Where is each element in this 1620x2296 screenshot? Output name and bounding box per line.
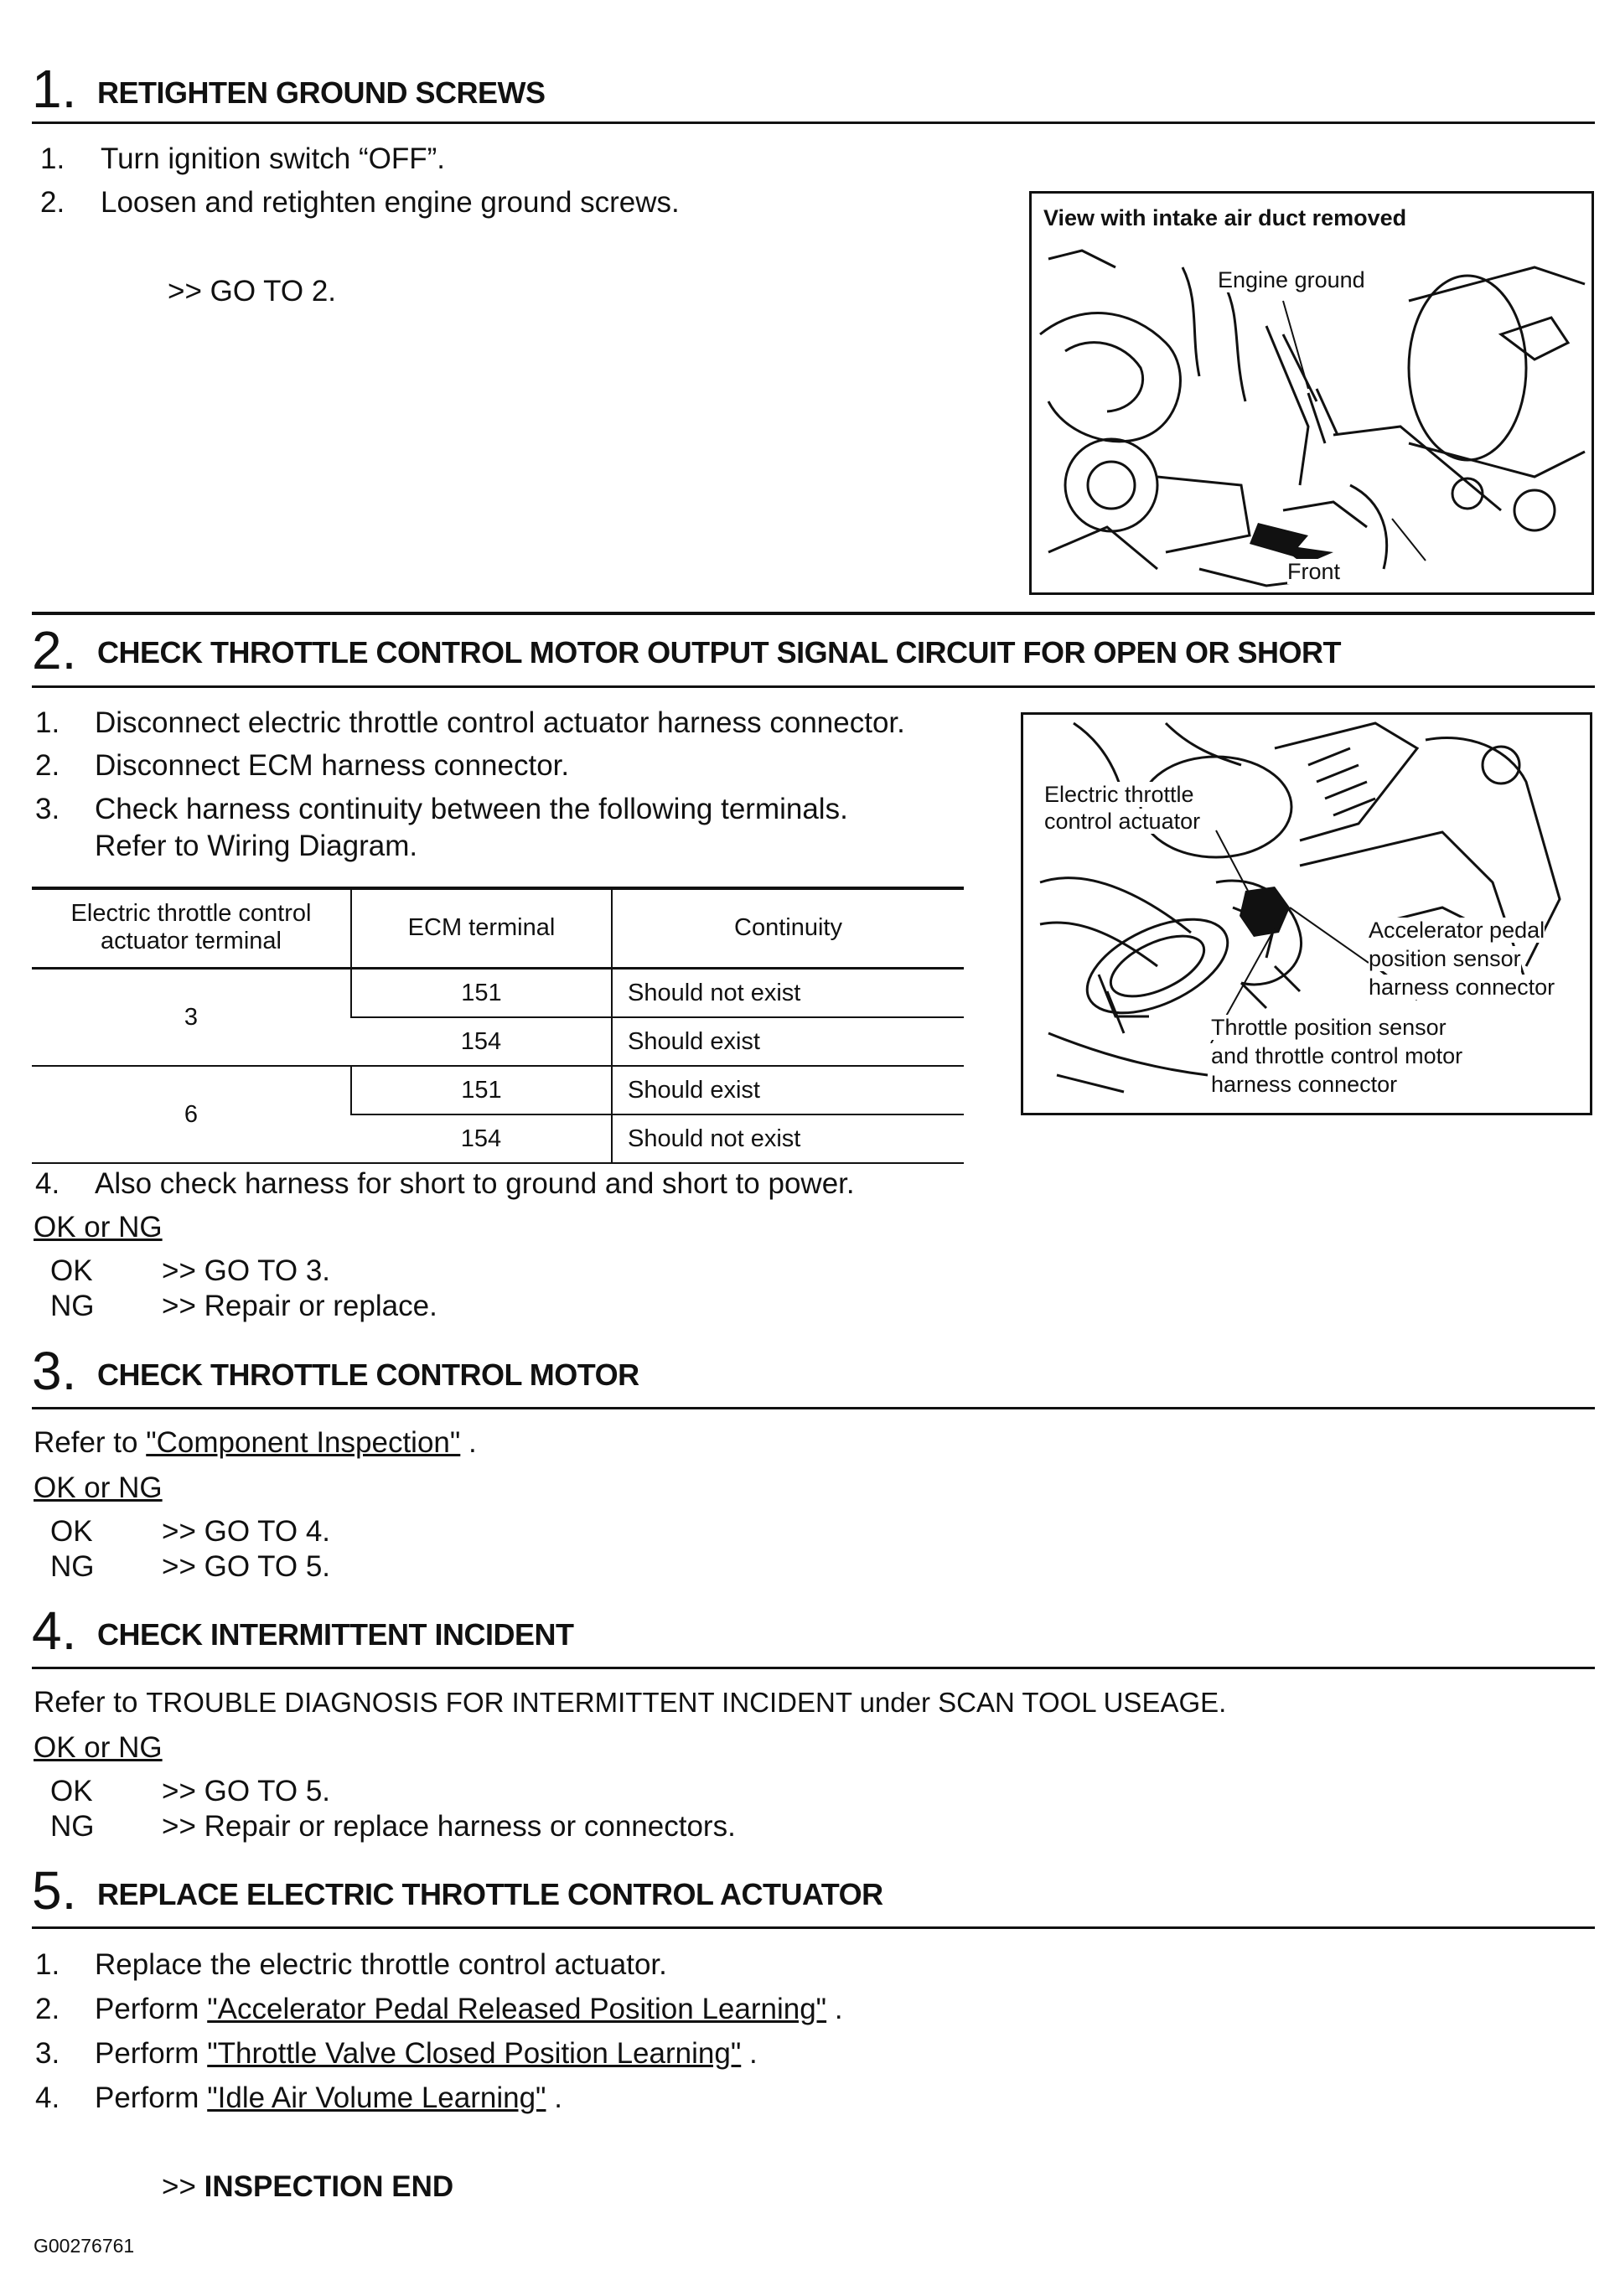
- step-4-ok-action: >> GO TO 5.: [162, 1775, 331, 1807]
- step-3-refer-suffix: .: [468, 1426, 477, 1459]
- accelerator-pedal-learning-link[interactable]: "Accelerator Pedal Released Position Learning": [207, 1993, 827, 2025]
- step-4-title: CHECK INTERMITTENT INCIDENT: [97, 1617, 574, 1652]
- component-inspection-link[interactable]: "Component Inspection": [146, 1426, 461, 1459]
- step-5-item-4: [95, 2081, 562, 2115]
- figure-2-label-actuator-line-1: Electric throttle: [1044, 782, 1194, 807]
- table-cell-continuity: Should exist: [612, 1017, 964, 1066]
- table-row: [32, 1066, 964, 1114]
- step-5-number: 5.: [32, 1860, 77, 1921]
- table-cell-terminal: 6: [32, 1066, 351, 1163]
- step-5-item-4-number: 4.: [35, 2081, 60, 2114]
- figure-1-label-front: Front: [1287, 559, 1341, 584]
- step-2-item-4-number: 4.: [35, 1167, 60, 1200]
- figure-1-caption: View with intake air duct removed: [1043, 205, 1407, 230]
- step-4-ng-label: NG: [50, 1810, 95, 1843]
- step-1-header: [32, 59, 1595, 126]
- step-5-item-3-number: 3.: [35, 2037, 60, 2070]
- table-header-continuity: Continuity: [612, 888, 964, 969]
- step-4-ok-or-ng: OK or NG: [34, 1731, 163, 1764]
- figure-2-label-app-sensor-line-1: Accelerator pedal: [1369, 918, 1545, 943]
- step-1-number: 1.: [32, 59, 77, 119]
- step-5-title: REPLACE ELECTRIC THROTTLE CONTROL ACTUATOR: [97, 1877, 883, 1911]
- step-3-refer: [34, 1426, 477, 1460]
- figure-2-label-tps-line-2: and throttle control motor: [1211, 1043, 1463, 1068]
- step-1-title: RETIGHTEN GROUND SCREWS: [97, 75, 546, 110]
- table-header-ecm-terminal: ECM terminal: [351, 888, 612, 969]
- step-5-item-2-number: 2.: [35, 1993, 60, 2025]
- step-3-rule: [32, 1407, 1595, 1409]
- step-4-refer: [34, 1686, 1226, 1719]
- figure-2-label-app-sensor-line-3: harness connector: [1369, 975, 1555, 1000]
- step-1-item-1-text: Turn ignition switch “OFF”.: [101, 142, 446, 175]
- step-2-top-rule: [32, 612, 1595, 615]
- table-cell-terminal: 3: [32, 969, 351, 1067]
- continuity-table: [32, 888, 964, 1164]
- step-2-title: CHECK THROTTLE CONTROL MOTOR OUTPUT SIGNAL CIRCUIT FOR OPEN OR SHORT: [97, 635, 1341, 670]
- step-3-ok-action: >> GO TO 4.: [162, 1515, 331, 1548]
- table-row: [32, 969, 964, 1018]
- step-2-rule: [32, 685, 1595, 688]
- figure-engine-ground: [1029, 191, 1594, 595]
- step-5-end-prefix: >>: [162, 2170, 196, 2203]
- step-5-rule: [32, 1926, 1595, 1929]
- document-id: G00276761: [34, 2235, 135, 2257]
- step-5-item-4-suffix: .: [554, 2081, 562, 2114]
- figure-throttle-actuator: [1021, 712, 1592, 1115]
- step-5-end: [162, 2170, 453, 2204]
- table-cell-ecm: 154: [351, 1114, 612, 1163]
- figure-2-label-app-sensor-line-2: position sensor: [1369, 946, 1521, 971]
- step-4-refer-prefix: Refer to: [34, 1686, 138, 1719]
- step-2-ok-label: OK: [50, 1254, 93, 1287]
- step-3-header: [32, 1342, 1595, 1409]
- step-5-item-3-suffix: .: [748, 2037, 758, 2070]
- step-3-number: 3.: [32, 1341, 77, 1401]
- step-2-number: 2.: [32, 620, 77, 680]
- step-4-rule: [32, 1667, 1595, 1669]
- table-header-row: [32, 888, 964, 969]
- table-cell-ecm: 151: [351, 969, 612, 1018]
- step-5-item-1-number: 1.: [35, 1948, 60, 1981]
- step-2-item-3-subtext: Refer to Wiring Diagram.: [95, 830, 418, 862]
- step-2-ok-action: >> GO TO 3.: [162, 1254, 331, 1287]
- step-3-refer-prefix: Refer to: [34, 1426, 138, 1459]
- step-3-title: CHECK THROTTLE CONTROL MOTOR: [97, 1357, 639, 1392]
- step-2-header: [32, 622, 1595, 684]
- table-cell-continuity: Should exist: [612, 1066, 964, 1114]
- table-cell-continuity: Should not exist: [612, 1114, 964, 1163]
- step-1-goto: >> GO TO 2.: [168, 275, 337, 308]
- step-5-item-3: [95, 2037, 758, 2071]
- throttle-valve-learning-link[interactable]: "Throttle Valve Closed Position Learning": [207, 2037, 742, 2070]
- step-5-item-2-suffix: .: [834, 1993, 843, 2025]
- step-2-item-2-text: Disconnect ECM harness connector.: [95, 749, 570, 782]
- step-4-ng-action: >> Repair or replace harness or connectors.: [162, 1810, 736, 1843]
- step-2-item-3-number: 3.: [35, 793, 60, 825]
- step-1-item-2-number: 2.: [40, 186, 65, 219]
- step-2-item-2-number: 2.: [35, 749, 60, 782]
- table-cell-ecm: 151: [351, 1066, 612, 1114]
- figure-2-label-actuator-line-2: control actuator: [1044, 809, 1201, 834]
- step-1-rule: [32, 122, 1595, 124]
- step-5-item-3-prefix: Perform: [95, 2037, 199, 2070]
- step-4-refer-text: TROUBLE DIAGNOSIS FOR INTERMITTENT INCIDENT under SCAN TOOL USEAGE.: [146, 1687, 1227, 1718]
- table-cell-continuity: Should not exist: [612, 969, 964, 1018]
- step-4-ok-label: OK: [50, 1775, 93, 1807]
- inspection-end-label: INSPECTION END: [204, 2170, 454, 2203]
- step-3-ok-or-ng: OK or NG: [34, 1471, 163, 1504]
- figure-2-label-tps-line-1: Throttle position sensor: [1211, 1015, 1447, 1040]
- step-2-ng-label: NG: [50, 1290, 95, 1322]
- step-1-item-2-text: Loosen and retighten engine ground screws.: [101, 186, 680, 219]
- step-5-item-2-prefix: Perform: [95, 1993, 199, 2025]
- figure-2-label-tps-line-3: harness connector: [1211, 1072, 1398, 1097]
- step-5-header: [32, 1862, 1595, 1929]
- idle-air-volume-learning-link[interactable]: "Idle Air Volume Learning": [207, 2081, 546, 2114]
- step-2-item-4-text: Also check harness for short to ground and short to power.: [95, 1167, 855, 1200]
- step-4-number: 4.: [32, 1600, 77, 1661]
- step-3-ng-label: NG: [50, 1550, 95, 1583]
- step-5-item-2: [95, 1993, 843, 2026]
- step-5-item-4-prefix: Perform: [95, 2081, 199, 2114]
- step-2-ok-or-ng: OK or NG: [34, 1211, 163, 1244]
- step-1-item-1-number: 1.: [40, 142, 65, 175]
- table-cell-ecm: 154: [351, 1017, 612, 1066]
- step-3-ng-action: >> GO TO 5.: [162, 1550, 331, 1583]
- step-3-ok-label: OK: [50, 1515, 93, 1548]
- step-2-item-1-number: 1.: [35, 706, 60, 739]
- step-2-item-1-text: Disconnect electric throttle control actuator harness connector.: [95, 706, 905, 739]
- step-4-header: [32, 1602, 1595, 1669]
- step-2-item-3-text: Check harness continuity between the following terminals.: [95, 793, 848, 825]
- step-2-ng-action: >> Repair or replace.: [162, 1290, 437, 1322]
- table-header-actuator-terminal: Electric throttle control actuator terminal: [32, 888, 351, 969]
- figure-1-label-engine-ground: Engine ground: [1218, 267, 1365, 292]
- step-5-item-1-text: Replace the electric throttle control actuator.: [95, 1948, 667, 1981]
